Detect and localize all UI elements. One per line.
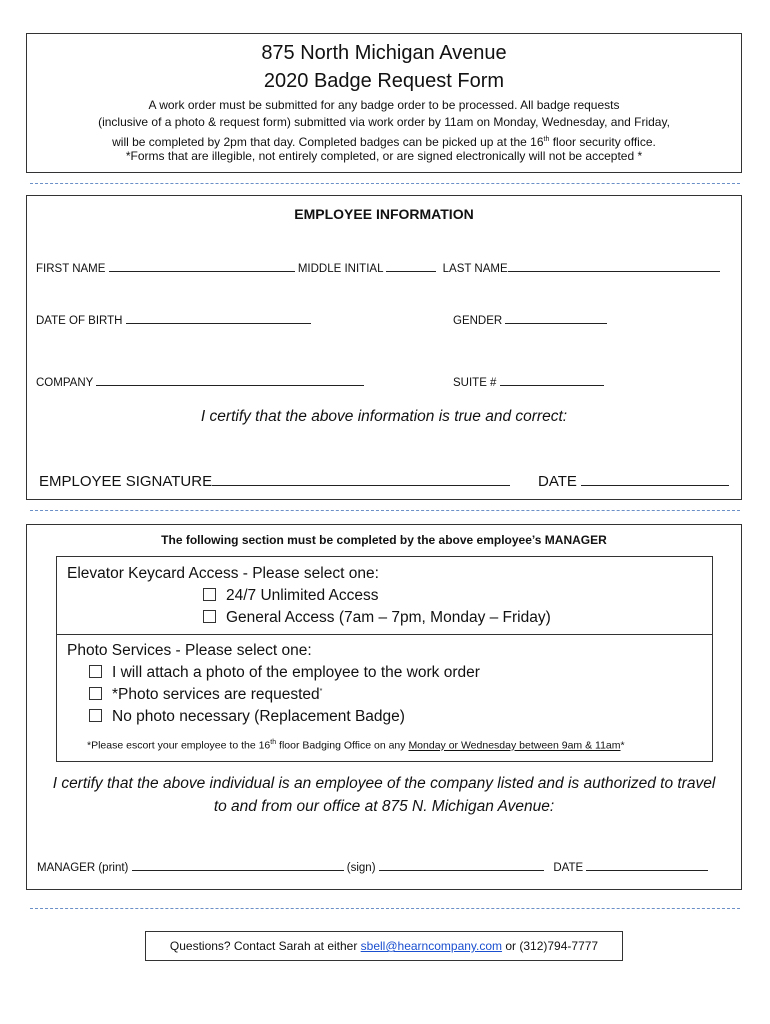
gender-row: [453, 312, 607, 327]
gender-field[interactable]: [505, 312, 607, 324]
option-unlimited-access[interactable]: 24/7 Unlimited Access: [203, 587, 379, 605]
manager-print-label: MANAGER (print): [37, 862, 129, 874]
signature-field[interactable]: [212, 471, 510, 486]
divider: [30, 510, 740, 511]
checkbox[interactable]: [203, 610, 216, 623]
date-row: [538, 471, 729, 490]
checkbox[interactable]: [89, 709, 102, 722]
signature-label: EMPLOYEE SIGNATURE: [39, 473, 213, 490]
option-no-photo[interactable]: No photo necessary (Replacement Badge): [89, 708, 405, 726]
date-field[interactable]: [581, 471, 729, 486]
first-name-label: FIRST NAME: [36, 263, 106, 275]
contact-footer: Questions? Contact Sarah at either sbell@hearncompany.com or (312)794-7777: [145, 931, 623, 961]
checkbox[interactable]: [89, 665, 102, 678]
option-general-access[interactable]: General Access (7am – 7pm, Monday – Friday): [203, 609, 551, 627]
instructions-line-3: will be completed by 2pm that day. Completed badges can be picked up at the 16th floor security office.: [112, 135, 656, 149]
manager-certify-line-1: I certify that the above individual is an employee of the company listed and is authorized to travel: [52, 775, 716, 792]
manager-date-field[interactable]: [586, 859, 708, 871]
manager-sign-row: [37, 859, 708, 874]
manager-section: [26, 524, 742, 890]
manager-certify-line-2: to and from our office at 875 N. Michigan Avenue:: [213, 798, 555, 815]
dob-label: DATE OF BIRTH: [36, 315, 123, 327]
middle-initial-field[interactable]: [386, 260, 436, 272]
manager-heading: The following section must be completed by the above employee’s MANAGER: [161, 533, 607, 547]
suite-label: SUITE #: [453, 377, 497, 389]
certify-text: I certify that the above information is true and correct:: [200, 408, 568, 425]
photo-label: Photo Services - Please select one:: [67, 642, 312, 659]
instructions-line-1: A work order must be submitted for any badge order to be processed. All badge requests: [148, 98, 620, 112]
divider: [30, 908, 740, 909]
employee-section: [26, 195, 742, 500]
elevator-label: Elevator Keycard Access - Please select one:: [67, 565, 379, 582]
email-link[interactable]: sbell@hearncompany.com: [360, 939, 503, 953]
first-name-field[interactable]: [109, 260, 295, 272]
manager-sign-field[interactable]: [379, 859, 544, 871]
checkbox[interactable]: [203, 588, 216, 601]
option-attach-photo[interactable]: I will attach a photo of the employee to the work order: [89, 664, 480, 682]
form-title: 2020 Badge Request Form: [263, 70, 505, 92]
last-name-label: LAST NAME: [442, 263, 508, 275]
date-label: DATE: [538, 473, 577, 490]
company-label: COMPANY: [36, 377, 94, 389]
form-header: [26, 33, 742, 173]
address-title: 875 North Michigan Avenue: [261, 42, 507, 64]
dob-row: [36, 312, 311, 327]
option-photo-services[interactable]: *Photo services are requested*: [89, 686, 322, 704]
manager-date-label: DATE: [553, 862, 584, 874]
middle-initial-label: MIDDLE INITIAL: [297, 263, 384, 275]
escort-note: *Please escort your employee to the 16th floor Badging Office on any Monday or Wednesday between 9am & 11am*: [87, 739, 625, 752]
suite-row: [453, 374, 604, 389]
divider: [30, 183, 740, 184]
last-name-field[interactable]: [508, 260, 720, 272]
first-name-row: [36, 260, 720, 275]
elevator-access-box: [56, 556, 713, 635]
suite-field[interactable]: [500, 374, 604, 386]
manager-print-field[interactable]: [132, 859, 344, 871]
company-field[interactable]: [96, 374, 364, 386]
checkbox[interactable]: [89, 687, 102, 700]
photo-services-box: [56, 634, 713, 762]
section-heading: EMPLOYEE INFORMATION: [294, 206, 474, 222]
dob-field[interactable]: [126, 312, 311, 324]
gender-label: GENDER: [453, 315, 503, 327]
instructions-line-4: *Forms that are illegible, not entirely completed, or are signed electronically will not be accepted *: [125, 149, 643, 163]
company-row: [36, 374, 364, 389]
manager-sign-label: (sign): [346, 862, 376, 874]
signature-row: [39, 471, 510, 490]
instructions-line-2: (inclusive of a photo & request form) submitted via work order by 11am on Monday, Wednesday, and Friday,: [98, 115, 670, 129]
